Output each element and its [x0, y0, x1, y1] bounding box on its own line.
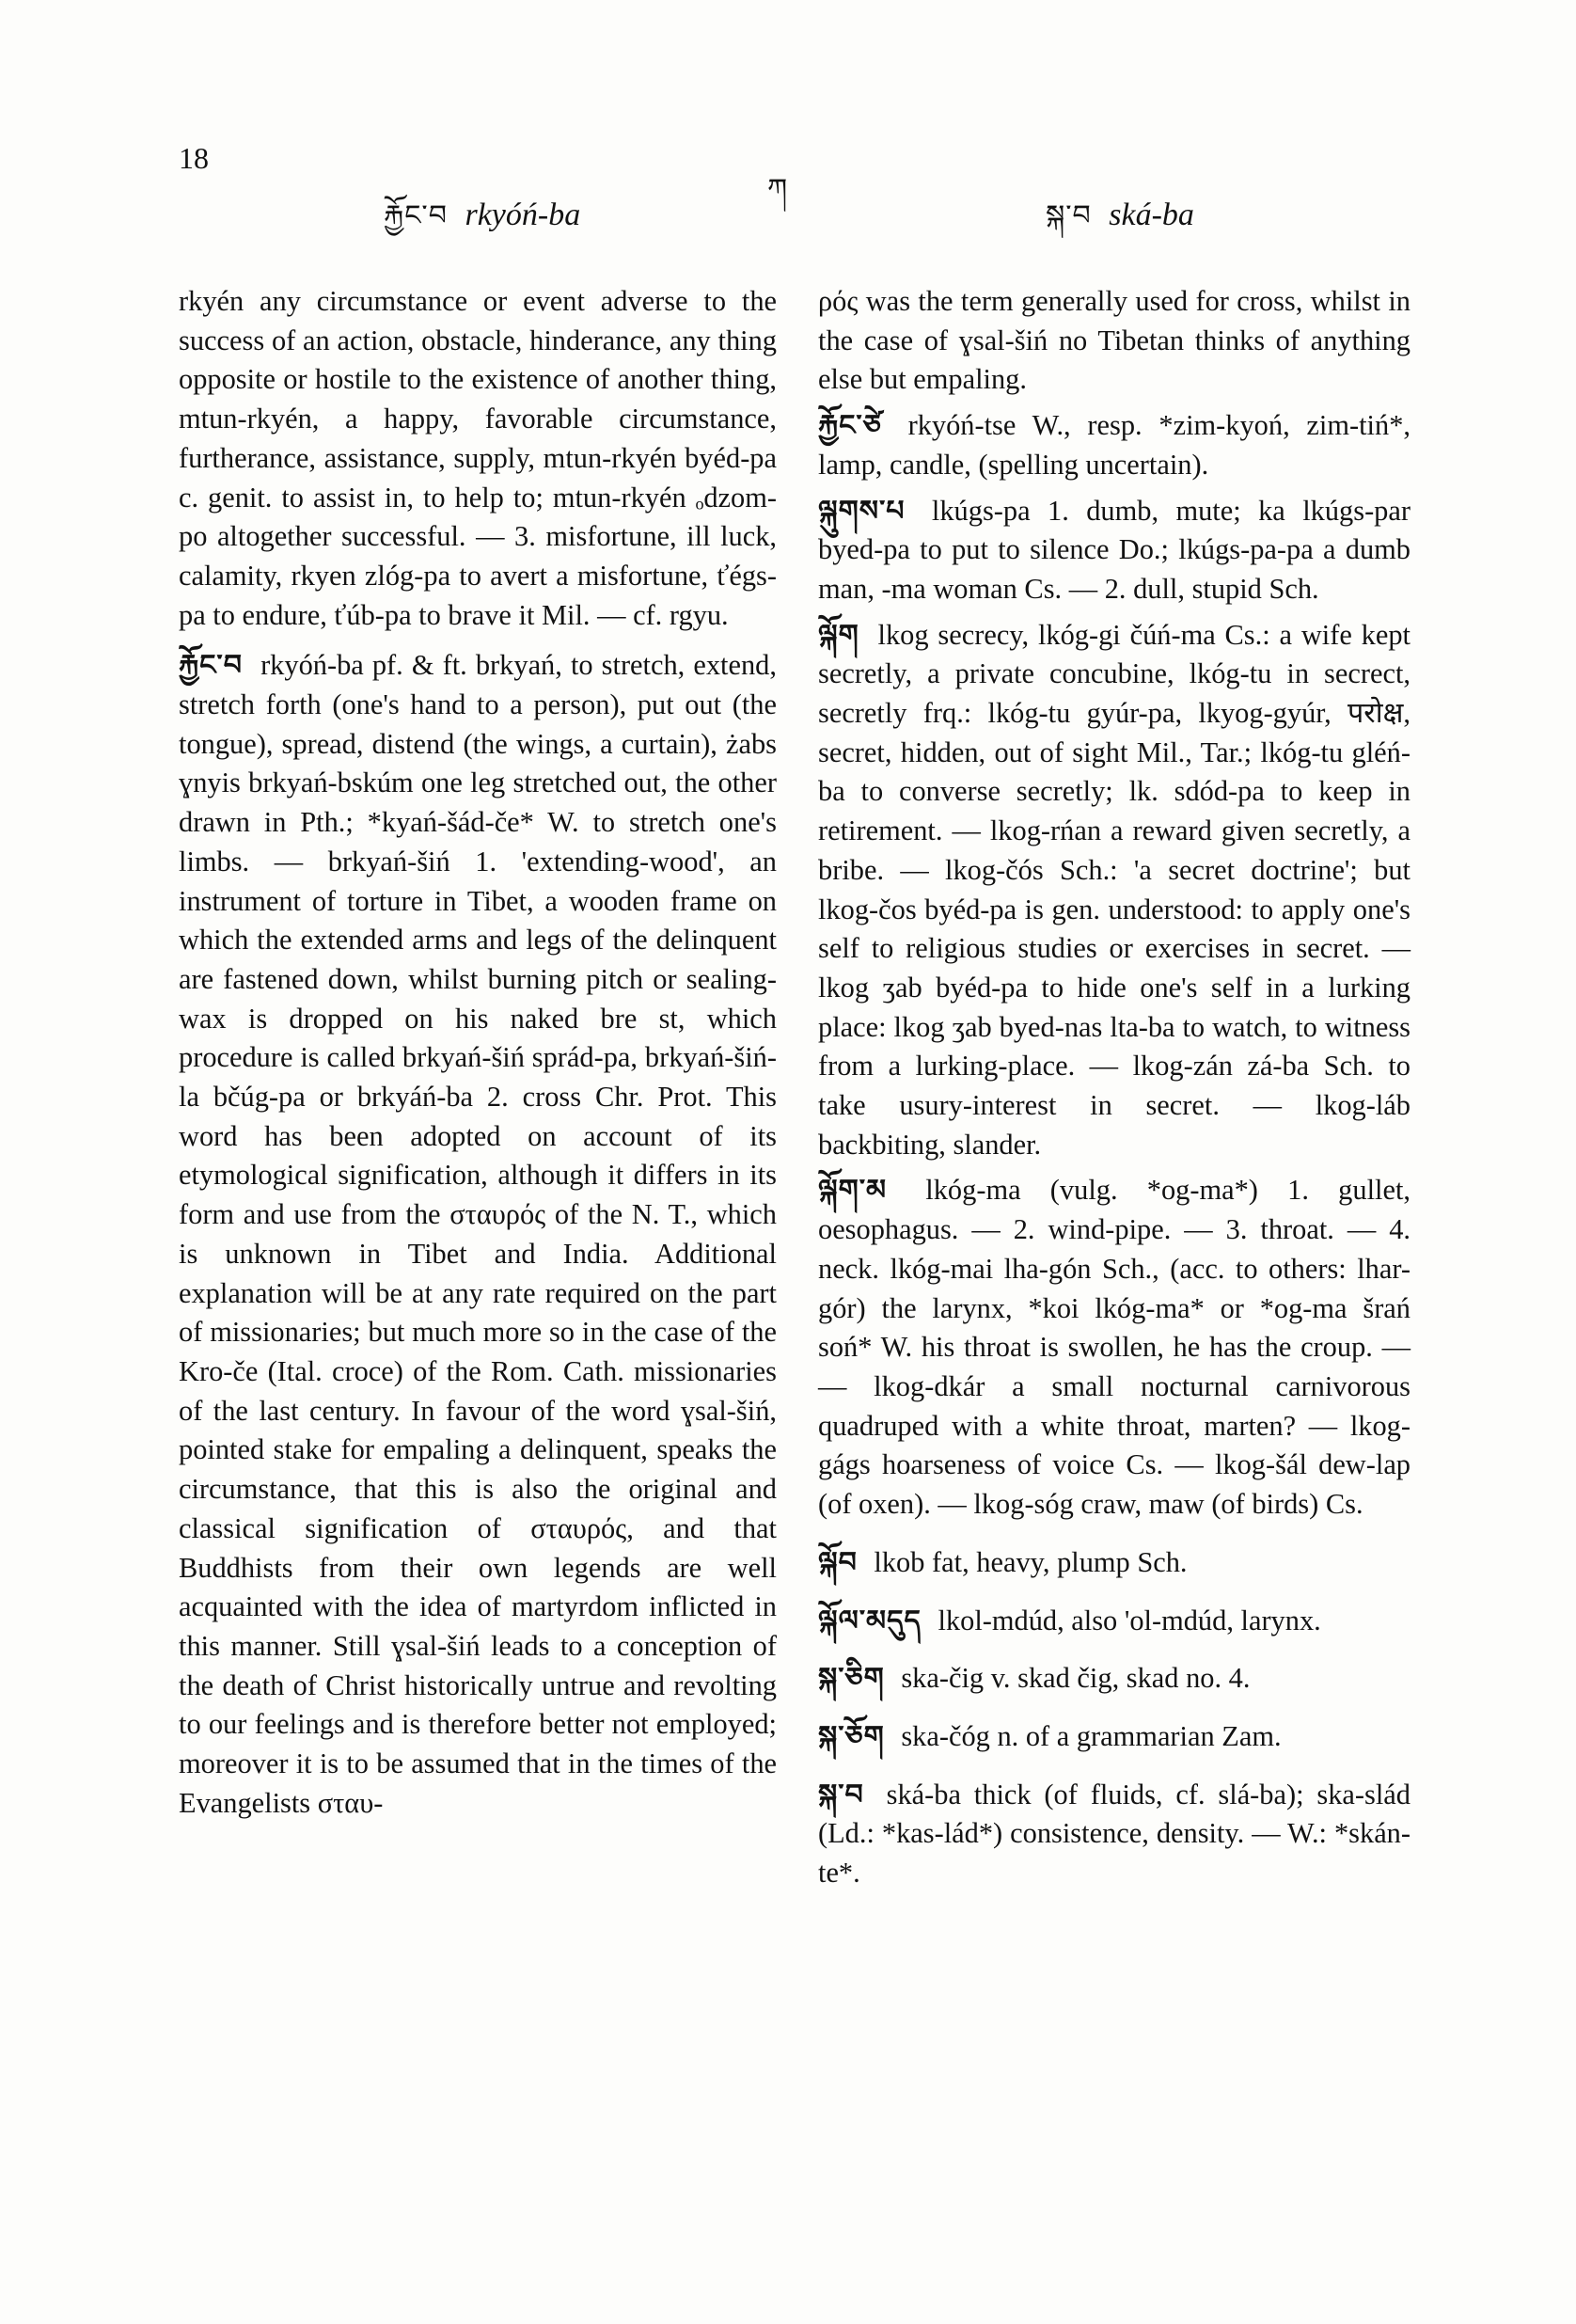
entry-lkog-text: lkog secrecy, lkóg-gi čúń-ma Cs.: a wife kept secretly, a private concubine, lkóg-tu in secrect, secretly frq.: lkóg-tu gyúr-pa, lkyog-gyúr, परोक्ष, secret, hidden, out of sight Mil., Tar.; lkóg-tu gléń-ba to converse secretly; lk. sdód-pa to keep in retirement. — lkog-rńan a reward given secretly, a bribe. — lkog-čós Sch.: 'a secret doctrine'; but lkog-čos byéd-pa is gen. understood: to apply one's self to religious studies or exercises in secret. — lkog ʒab byéd-pa to hide one's self in a lurking place: lkog ʒab byed-nas lta-ba to watch, to witness from a lurking-place. — lkog-zán zá-ba Sch. to take usury-interest in secret. — lkog-láb backbiting, slander.: [818, 618, 1411, 1161]
entry-continuation-text: ρός was the term generally used for cross, whilst in the case of ɣsal-šiń no Tibetan thinks of anything else but empaling.: [818, 285, 1411, 396]
entry-continuation: [818, 282, 1411, 400]
entry-lkugs-pa-text: lkúgs-pa 1. dumb, mute; ka lkúgs-par byed-pa to put to silence Do.; lkúgs-pa-pa a dumb man, -ma woman Cs. — 2. dull, stupid Sch.: [818, 494, 1411, 605]
entry-rkyen: [179, 282, 777, 635]
entry-lkob-text: lkob fat, heavy, plump Sch.: [874, 1545, 1188, 1578]
running-header-right: [1046, 184, 1194, 263]
entry-lkol-mdud: [818, 1602, 1411, 1641]
entry-ska-ba: [818, 1776, 1411, 1893]
headword-lkol-mdud-tibetan: ལྐོལ་མདུད: [818, 1604, 922, 1637]
entry-lkugs-pa: [818, 492, 1411, 609]
headword-lkog-ma-tibetan: ལྐོག་མ: [818, 1174, 888, 1208]
headword-lkob-tibetan: ལྐོབ: [818, 1545, 858, 1579]
right-column: [818, 282, 1411, 1893]
header-right-translit: ská-ba: [1109, 198, 1194, 232]
entry-rkyen-text: rkyén any circumstance or event adverse to the success of an action, obstacle, hinderance, any thing opposite or hostile to the existence of another thing, mtun-rkyén, a happy, favorable circumstance, furtherance, assistance, supply, mtun-rkyén byéd-pa c. genit. to assist in, to help to; mtun-rkyén ₒdzom-po altogether successful. — 3. misfortune, ill luck, calamity, rkyen zlóg-pa to avert a misfortune, ťégs-pa to endure, ťúb-pa to brave it Mil. — cf. rgyu.: [179, 285, 777, 631]
header-left-tibetan: རྐྱོང་བ: [384, 199, 448, 232]
header-right-tibetan: སྐ་བ: [1046, 199, 1092, 232]
entry-lkol-mdud-text: lkol-mdúd, also 'ol-mdúd, larynx.: [938, 1604, 1321, 1636]
entry-ska-cog: [818, 1717, 1411, 1757]
left-column: [179, 282, 777, 1823]
header-left-translit: rkyóń-ba: [465, 198, 581, 232]
entry-lkog-ma: [818, 1171, 1411, 1524]
headword-ska-cog-tibetan: སྐ་ཅོག: [818, 1719, 885, 1753]
headword-rkyong-ba-tibetan: རྐྱོང་བ: [179, 649, 243, 683]
headword-ska-ba-tibetan: སྐ་བ: [818, 1778, 864, 1811]
entry-ska-cig: [818, 1659, 1411, 1699]
entry-rkyong-ba: [179, 646, 777, 1823]
entry-rkyong-ba-text: rkyóń-ba pf. & ft. brkyań, to stretch, extend, stretch forth (one's hand to a person), put out (the tongue), spread, distend (the wings, a curtain), żabs ɣnyis brkyań-bskúm one leg stretched out, the other drawn in Pth.; *kyań-šád-če* W. to stretch one's limbs. — brkyań-šiń 1. 'extending-wood', an instrument of torture in Tibet, a wooden frame on which the extended arms and legs of the delinquent are fastened down, whilst burning pitch or sealing-wax is dropped on his naked bre st, which procedure is called brkyań-šiń sprád-pa, brkyań-šiń-la bčúg-pa or brkyáń-ba 2. cross Chr. Prot. This word has been adopted on account of its etymological signification, although it differs in its form and use from the σταυρός of the N. T., which is unknown in Tibet and India. Additional explanation will be at any rate required on the part of missionaries; but much more so in the case of the Kro-če (Ital. croce) of the Rom. Cath. missionaries of the last century. In favour of the word ɣsal-šiń, pointed stake for empaling a delinquent, speaks the circumstance, that this is also the original and classical signification of σταυρός, and that Buddhists from their own legends are well acquainted with the idea of martyrdom inflicted in this manner. Still ɣsal-šiń leads to a conception of the death of Christ historically untrue and revolting to our feelings and is therefore better not employed; moreover it is to be assumed that in the times of the Evangelists σταυ-: [179, 649, 777, 1819]
entry-ska-ba-text: ská-ba thick (of fluids, cf. slá-ba); ska-slád (Ld.: *kas-lád*) consistence, density. — W.: *skán-te*.: [818, 1778, 1411, 1889]
header-center-letter: ཀ: [767, 173, 789, 206]
entry-lkob: [818, 1543, 1411, 1583]
entry-ska-cog-text: ska-čóg n. of a grammarian Zam.: [901, 1719, 1282, 1752]
headword-rkyong-tse-tibetan: རྐྱོང་ཙེ: [818, 409, 882, 443]
entry-lkog: [818, 616, 1411, 1165]
page-number: 18: [179, 141, 209, 175]
entry-rkyong-tse: [818, 406, 1411, 484]
entry-lkog-ma-text: lkóg-ma (vulg. *og-ma*) 1. gullet, oesophagus. — 2. wind-pipe. — 3. throat. — 4. neck. lkóg-mai lha-gón Sch., (acc. to others: lhar-gór) the larynx, *koi lkóg-ma* or *og-ma šrań soń* W. his throat is swollen, he has the croup. — — lkog-dkár a small nocturnal carnivorous quadruped with a white throat, marten? — lkog-gágs hoarseness of voice Cs. — lkog-šál dew-lap (of oxen). — lkog-sóg craw, maw (of birds) Cs.: [818, 1174, 1411, 1521]
entry-ska-cig-text: ska-čig v. skad čig, skad no. 4.: [901, 1662, 1251, 1695]
entry-rkyong-tse-text: rkyóń-tse W., resp. *zim-kyoń, zim-tiń*, lamp, candle, (spelling uncertain).: [818, 409, 1411, 481]
running-header-left: [384, 184, 580, 263]
headword-ska-cig-tibetan: སྐ་ཅིག: [818, 1662, 885, 1696]
headword-lkog-tibetan: ལྐོག: [818, 618, 859, 652]
headword-lkugs-pa-tibetan: ལྐུགས་པ: [818, 494, 906, 528]
